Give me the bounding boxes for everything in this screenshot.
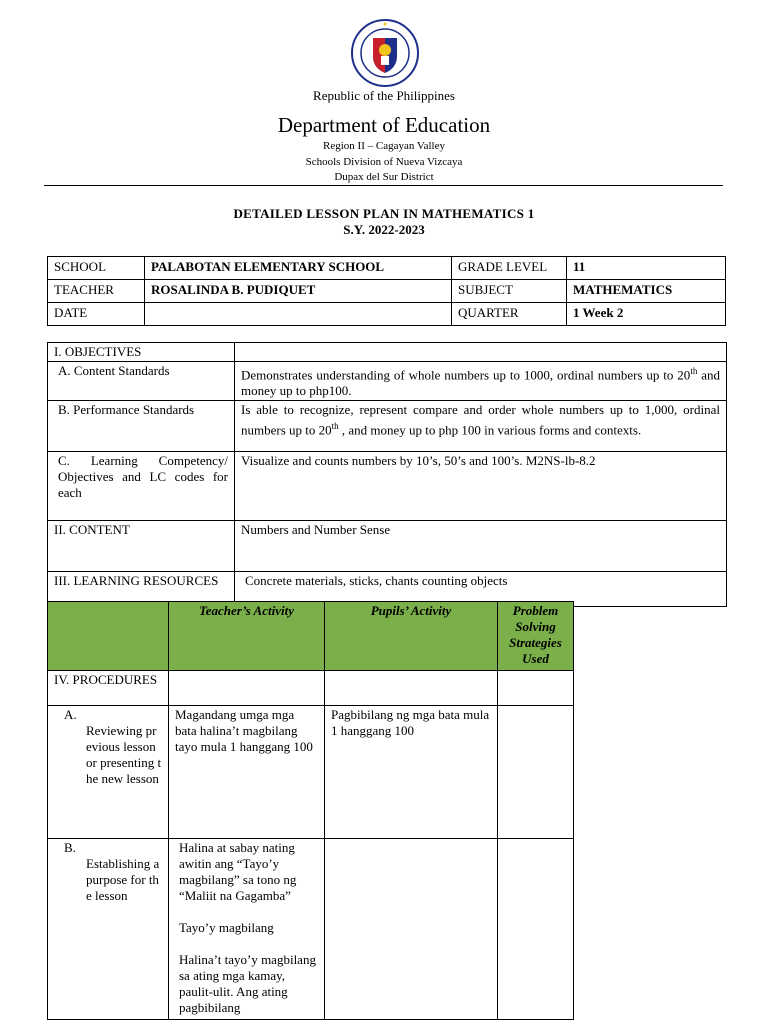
table-row	[48, 706, 574, 839]
info-table	[47, 256, 726, 326]
school-year: S.Y. 2022-2023	[343, 222, 425, 237]
step-b-teacher	[169, 839, 325, 1020]
date-value	[145, 303, 452, 326]
performance-text-end: , and money up to php 100 in various forms and contexts.	[338, 422, 642, 438]
objectives-heading: I. OBJECTIVES	[48, 343, 235, 362]
department-title: Department of Education	[277, 113, 491, 137]
performance-standards-label: B. Performance Standards	[48, 401, 235, 452]
subject-value: MATHEMATICS	[567, 280, 726, 303]
step-a-label	[48, 706, 169, 839]
procedures-heading-blank-2	[325, 671, 498, 706]
date-label: DATE	[48, 303, 145, 326]
procedures-header-row	[48, 602, 574, 671]
objectives-heading-blank	[235, 343, 727, 362]
step-b-label	[48, 839, 169, 1020]
region-line: Region II – Cagayan Valley	[323, 140, 445, 152]
school-value: PALABOTAN ELEMENTARY SCHOOL	[145, 257, 452, 280]
procedures-table	[47, 601, 574, 1020]
teacher-activity-header: Teacher’s Activity	[169, 602, 325, 671]
school-label: SCHOOL	[48, 257, 145, 280]
performance-sup: th	[331, 421, 339, 432]
learning-competency-value: Visualize and counts numbers by 10’s, 50’s and 100’s. M2NS-lb-8.2	[235, 452, 727, 521]
district-line: Dupax del Sur District	[334, 171, 434, 183]
strategies-header: Problem Solving Strategies Used	[498, 602, 574, 671]
procedures-heading: IV. PROCEDURES	[48, 671, 169, 706]
pupils-activity-header: Pupils’ Activity	[325, 602, 498, 671]
table-row	[48, 839, 574, 1020]
teacher-value: ROSALINDA B. PUDIQUET	[145, 280, 452, 303]
step-a-strategies	[498, 706, 574, 839]
performance-text: Is able to recognize, represent compare and order whole numbers up to 1,000, ordinal numbers up to 20	[241, 402, 720, 438]
content-standards-sup: th	[690, 366, 698, 376]
learning-resources-heading: III. LEARNING RESOURCES	[48, 572, 235, 607]
lesson-plan-title: DETAILED LESSON PLAN IN MATHEMATICS 1	[233, 206, 535, 221]
objectives-table	[47, 342, 727, 607]
content-standards-label: A. Content Standards	[48, 362, 235, 401]
step-a-letter: A.	[64, 707, 77, 722]
procedures-heading-blank-3	[498, 671, 574, 706]
step-b-strategies	[498, 839, 574, 1020]
procedures-heading-blank-1	[169, 671, 325, 706]
content-standards-text-end: and money up to php100.	[241, 367, 720, 399]
quarter-value: 1 Week 2	[567, 303, 726, 326]
learning-competency-label: C. Learning Competency/ Objectives and LC codes for each	[48, 452, 235, 521]
step-a-pupils: Pagbibilang ng mga bata mula 1 hanggang 100	[325, 706, 498, 839]
grade-level-value: 11	[567, 257, 726, 280]
deped-seal-logo	[350, 18, 420, 88]
content-standards-value	[235, 362, 727, 401]
learning-resources-value: Concrete materials, sticks, chants counting objects	[235, 572, 727, 607]
division-line: Schools Division of Nueva Vizcaya	[305, 156, 463, 168]
teacher-label: TEACHER	[48, 280, 145, 303]
content-value: Numbers and Number Sense	[235, 521, 727, 572]
step-a-teacher: Magandang umga mga bata halina’t magbilang tayo mula 1 hanggang 100	[169, 706, 325, 839]
header-divider	[44, 185, 723, 186]
step-b-teacher-text-3: Halina’t tayo’y magbilang sa ating mga kamay, paulit-ulit. Ang ating pagbibilang	[179, 952, 316, 1015]
subject-label: SUBJECT	[452, 280, 567, 303]
step-b-text: Establishing a purpose for the lesson	[86, 856, 160, 903]
procedures-header-blank	[48, 602, 169, 671]
step-b-pupils	[325, 839, 498, 1020]
performance-standards-value	[235, 401, 727, 452]
content-heading: II. CONTENT	[48, 521, 235, 572]
step-a-text: Reviewing previous lesson or presenting the new lesson	[86, 723, 162, 786]
content-standards-text: Demonstrates understanding of whole numbers up to 1000, ordinal numbers up to 20	[241, 367, 691, 383]
step-b-letter: B.	[64, 840, 76, 855]
step-b-teacher-text-2: Tayo’y magbilang	[179, 920, 274, 935]
quarter-label: QUARTER	[452, 303, 567, 326]
grade-level-label: GRADE LEVEL	[452, 257, 567, 280]
republic-line: Republic of the Philippines	[313, 88, 455, 103]
step-b-teacher-text-1: Halina at sabay nating awitin ang “Tayo’y magbilang” sa tono ng “Maliit na Gagamba”	[179, 840, 297, 903]
